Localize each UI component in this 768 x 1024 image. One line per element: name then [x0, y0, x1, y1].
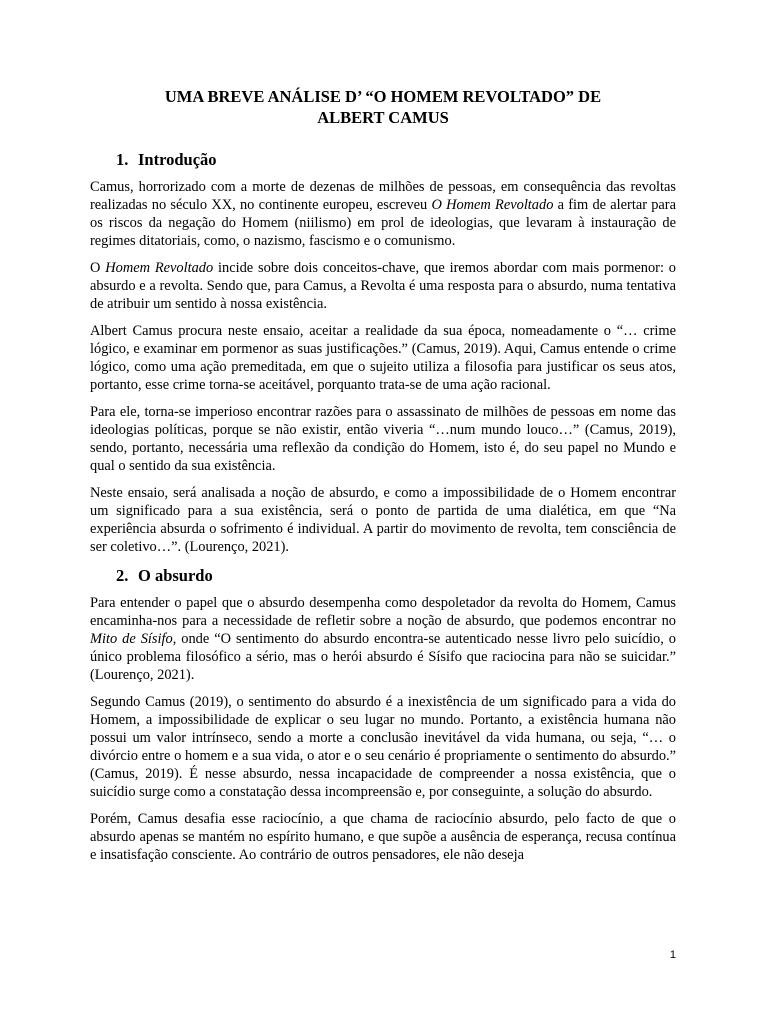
paragraph: O Homem Revoltado incide sobre dois conceitos-chave, que iremos abordar com mais pormenor: o absurdo e a revolta. Sendo que, para Camus, a Revolta é uma resposta para o absurdo, numa tentativa de atribuir um sentido à nossa existência.: [90, 260, 676, 312]
document-title: [90, 86, 676, 128]
title-line-2: ALBERT CAMUS: [317, 108, 449, 127]
document-body: [90, 149, 676, 873]
paragraph: Para entender o papel que o absurdo desempenha como despoletador da revolta do Homem, Camus encaminha-nos para a necessidade de refletir sobre a noção de absurdo, que podemos encontrar no Mito de Sísifo, onde “O sentimento do absurdo encontra-se autenticado nesse livro pelo suicídio, o único problema filosófico a sério, mas o herói absurdo é Sísifo que raciocina para não se suicidar.” (Lourenço, 2021).: [90, 595, 676, 683]
paragraph: Camus, horrorizado com a morte de dezenas de milhões de pessoas, em consequência das revoltas realizadas no século XX, no continente europeu, escreveu O Homem Revoltado a fim de alertar para os riscos da negação do Homem (niilismo) em prol de ideologias, que levaram à instauração de regimes ditatoriais, como, o nazismo, fascismo e o comunismo.: [90, 179, 676, 249]
paragraph: Segundo Camus (2019), o sentimento do absurdo é a inexistência de um significado para a vida do Homem, a impossibilidade de explicar o seu lugar no mundo. Portanto, a existência humana não possui um valor intrínseco, sendo a morte a conclusão inevitável da vida humana, ou seja, “… o divórcio entre o homem e a sua vida, o ator e o seu cenário é propriamente o sentimento do absurdo.” (Camus, 2019). É nesse absurdo, nessa incapacidade de compreender a nossa existência, que o suicídio surge como a constatação dessa incompreensão e, por conseguinte, a solução do absurdo.: [90, 694, 676, 800]
paragraph: Porém, Camus desafia esse raciocínio, a que chama de raciocínio absurdo, pelo facto de que o absurdo apenas se mantém no espírito humano, e que supõe a ausência de esperança, recusa contínua e insatisfação consciente. Ao contrário de outros pensadores, ele não deseja: [90, 811, 676, 863]
paragraph: Albert Camus procura neste ensaio, aceitar a realidade da sua época, nomeadamente o “… crime lógico, e examinar em pormenor as suas justificações.” (Camus, 2019). Aqui, Camus entende o crime lógico, como uma ação premeditada, em que o sujeito utiliza a filosofia para justificar os seus atos, portanto, esse crime torna-se aceitável, porquanto trata-se de uma ação racional.: [90, 323, 676, 393]
section-heading-o-absurdo: [90, 565, 676, 586]
section-number: 1.: [116, 150, 129, 169]
section-title: O absurdo: [138, 566, 213, 585]
page-number: 1: [669, 949, 676, 961]
paragraph: Para ele, torna-se imperioso encontrar razões para o assassinato de milhões de pessoas em nome das ideologias políticas, porque se não existir, então viveria “…num mundo louco…” (Camus, 2019), sendo, portanto, necessária uma reflexão da condição do Homem, isto é, do seu papel no Mundo e qual o sentido da sua existência.: [90, 404, 676, 474]
section-number: 2.: [116, 566, 129, 585]
section-heading-introducao: [90, 149, 676, 170]
section-title: Introdução: [138, 150, 217, 169]
title-line-1: UMA BREVE ANÁLISE D’ “O HOMEM REVOLTADO” DE: [164, 87, 602, 106]
paragraph: Neste ensaio, será analisada a noção de absurdo, e como a impossibilidade de o Homem encontrar um significado para a sua existência, será o ponto de partida de uma dialética, em que “Na experiência absurda o sofrimento é individual. A partir do movimento de revolta, tem consciência de ser coletivo…”. (Lourenço, 2021).: [90, 485, 676, 555]
